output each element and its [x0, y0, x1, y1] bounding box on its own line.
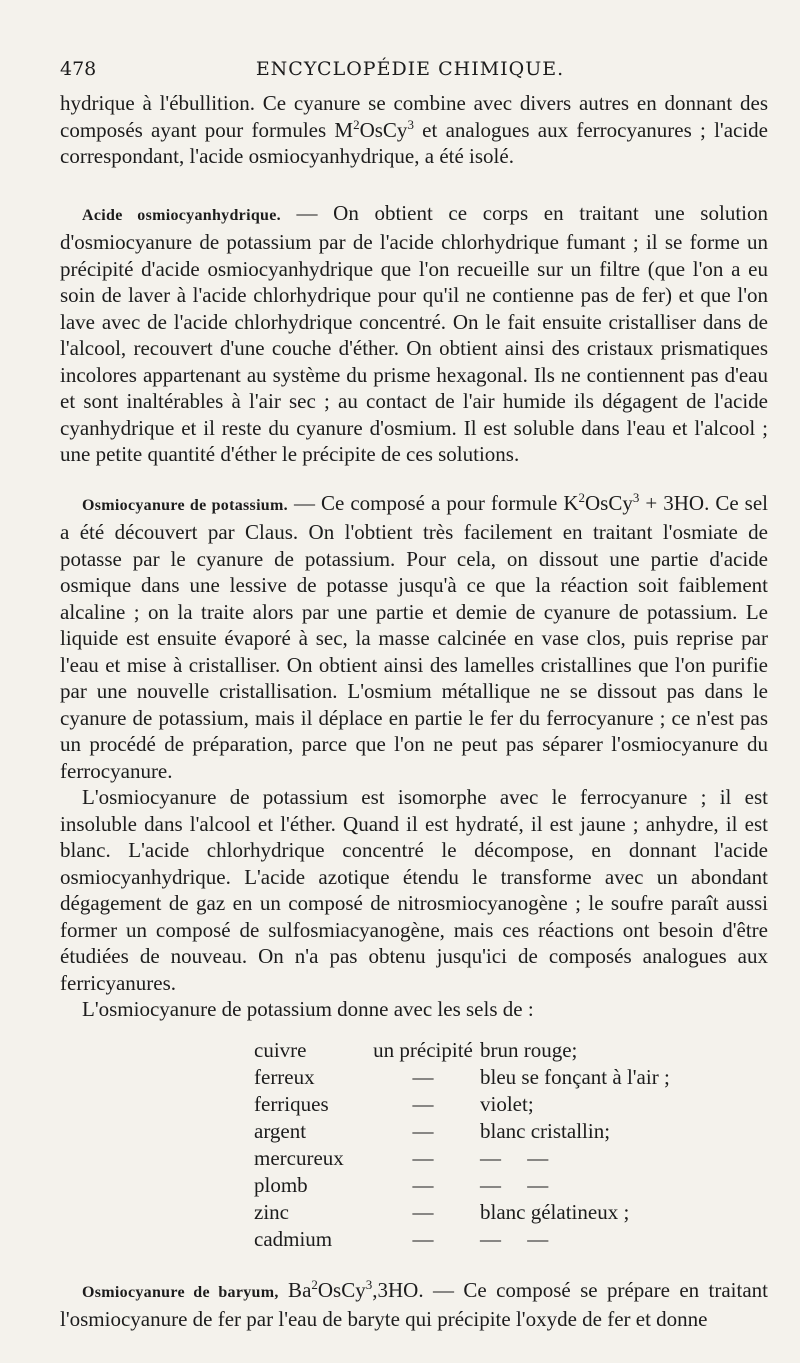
- section-heading-potassium: Osmiocyanure de potassium.: [82, 496, 288, 514]
- reaction-mid: —: [412, 1092, 434, 1116]
- potassium-paragraph-2: L'osmiocyanure de potassium est isomorphe avec le ferrocyanure ; il est insoluble dans l'alcool et l'éther. Quand il est hydraté, il est jaune ; anhydre, il est blanc. L'acide chlorhydrique concentré le décompose, en donnant l'acide osmiocyanhydrique. L'acide azotique étendu le transforme avec un abondant dégagement de gaz en un composé de nitrosmiocyanogène ; le soufre paraît aussi former un composé de sulfosmiacyanogène, mais ces réactions ont besoin d'être étudiées de nouveau. On n'a pas obtenu jusqu'ici de composés analogues aux ferricyanures.: [60, 785, 768, 995]
- reaction-salt: plomb: [254, 1173, 308, 1197]
- reaction-row: [254, 1226, 670, 1253]
- intro-sup-1: 2: [353, 116, 360, 132]
- reaction-mid: —: [412, 1146, 434, 1170]
- reaction-row: [254, 1037, 670, 1064]
- potassium-paragraph-3: L'osmiocyanure de potassium donne avec les sels de :: [82, 997, 534, 1021]
- reaction-row: [254, 1064, 670, 1091]
- reaction-result: brun rouge;: [480, 1038, 578, 1062]
- reaction-mid: —: [412, 1119, 434, 1143]
- reactions-table: [254, 1037, 670, 1253]
- section-heading-acide: Acide osmiocyanhydrique.: [82, 206, 281, 224]
- reaction-result: blanc gélatineux ;: [480, 1200, 630, 1224]
- potassium-sup-1: 2: [578, 489, 585, 505]
- reaction-salt: argent: [254, 1119, 307, 1143]
- reaction-salt: mercureux: [254, 1146, 344, 1170]
- reaction-salt: zinc: [254, 1200, 289, 1224]
- reaction-result: violet;: [480, 1092, 534, 1116]
- reaction-salt: cadmium: [254, 1227, 333, 1251]
- reaction-mid: —: [412, 1173, 434, 1197]
- reaction-salt: ferriques: [254, 1092, 329, 1116]
- reaction-mid: —: [412, 1200, 434, 1224]
- reaction-result: — —: [480, 1227, 549, 1251]
- section-text-acide: — On obtient ce corps en traitant une solution d'osmiocyanure de potassium par de l'acide chlorhydrique fumant ; il se forme un précipité d'acide osmiocyanhydrique que l'on recueille sur un filtre (que l'on a eu soin de laver à l'acide chlorhydrique pour qu'il ne contienne pas de fer) et que l'on lave avec de l'acide chlorhydrique concentré. On le fait ensuite cristalliser dans de l'alcool, recouvert d'une couche d'éther. On obtient ainsi des cristaux prismatiques incolores appartenant au système du prisme hexagonal. Ils ne contiennent pas d'eau et sont inaltérables à l'air sec ; au contact de l'air humide ils dégagent de l'acide cyanhydrique et il reste du cyanure d'osmium. Il est soluble dans l'eau et l'alcool ; une petite quantité d'éther le précipite de ces solutions.: [60, 200, 768, 466]
- reaction-row: [254, 1145, 670, 1172]
- reaction-mid: —: [412, 1065, 434, 1089]
- reaction-row: [254, 1118, 670, 1145]
- section-acide: [60, 200, 768, 468]
- reaction-mid: —: [412, 1227, 434, 1251]
- intro-text-1: hydrique à l'ébullition. Ce cyanure se combine avec divers autres en donnant des composés ayant pour formules M: [60, 91, 768, 142]
- reaction-result: — —: [480, 1173, 549, 1197]
- page-number: 478: [60, 58, 97, 80]
- baryum-text-1: Ba: [278, 1277, 312, 1302]
- baryum-sup-2: 3: [365, 1276, 373, 1292]
- reaction-result: bleu se fonçant à l'air ;: [480, 1065, 670, 1089]
- intro-paragraph: [60, 90, 768, 170]
- baryum-sup-1: 2: [311, 1276, 318, 1292]
- page-header: [60, 58, 760, 84]
- page-body: [60, 90, 768, 1333]
- reaction-salt: ferreux: [254, 1065, 315, 1089]
- reaction-row: [254, 1091, 670, 1118]
- intro-sup-2: 3: [407, 116, 414, 132]
- reaction-salt: cuivre: [254, 1038, 307, 1062]
- intro-text-3: et analogues aux ferrocyanures ; l'acide correspondant, l'acide osmiocyanhydrique, a été isolé.: [60, 117, 768, 168]
- reaction-result: blanc cristallin;: [480, 1119, 611, 1143]
- section-heading-baryum: Osmiocyanure de baryum,: [82, 1283, 279, 1301]
- reaction-mid: un précipité: [373, 1038, 473, 1062]
- potassium-text-2: OsCy: [585, 490, 633, 515]
- reaction-row: [254, 1199, 670, 1226]
- baryum-text-2: OsCy: [317, 1277, 366, 1302]
- reaction-result: — —: [480, 1146, 549, 1170]
- section-potassium: [60, 490, 768, 785]
- intro-text-2: OsCy: [359, 117, 408, 142]
- running-title: ENCYCLOPÉDIE CHIMIQUE.: [255, 58, 565, 80]
- baryum-text-3: ,3HO. — Ce composé se prépare en traitant l'osmiocyanure de fer par l'eau de baryte qui précipite l'oxyde de fer et donne: [60, 1277, 769, 1331]
- potassium-sup-2: 3: [632, 489, 640, 505]
- section-baryum: [60, 1277, 768, 1333]
- reaction-row: [254, 1172, 670, 1199]
- potassium-text-1: — Ce composé a pour formule K: [287, 490, 579, 515]
- potassium-text-3: + 3HO. Ce sel a été découvert par Claus. On l'obtient très facilement en traitant l'osmiate de potasse par le cyanure de potassium. Pour cela, on dissout une partie d'acide osmique dans une lessive de potasse jusqu'à ce que la réaction soit faiblement alcaline ; on la traite alors par une partie et demie de cyanure de potassium. Le liquide est ensuite évaporé à sec, la masse calcinée en vase clos, puis reprise par l'eau et mise à cristalliser. On obtient ainsi des lamelles cristallines que l'on purifie par une nouvelle cristallisation. L'osmium métallique ne se dissout pas dans le cyanure de potassium, mais il déplace en partie le fer du ferrocyanure ; ce n'est pas un procédé de préparation, parce que l'on ne peut pas séparer l'osmiocyanure du ferrocyanure.: [60, 490, 768, 783]
